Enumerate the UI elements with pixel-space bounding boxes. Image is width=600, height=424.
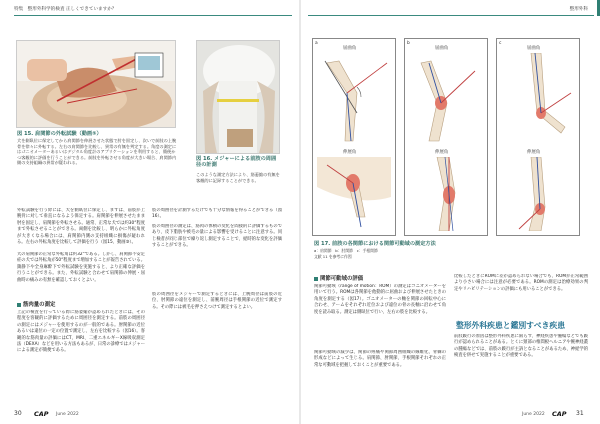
fig15-caption: 犬を側臥位に保定してから肩関節を伸展させた状態で肘を固定し、次いで前肢の上腕骨を徐々に外転する。左右の肩関節を比較し、異常の有無を判定する。角度の測定にはゴニオメーターあるいはデジタル角度計のアプリケーションを利用すると、簡便かつ客観的に評価を行うことができる。前肢を外転させる角度が大きい場合、肩関節内側の支持組織の異常が疑われる。 bbox=[17, 138, 177, 166]
running-header-right: 整形外科 bbox=[569, 7, 588, 12]
left-para-6: 肢の周囲径をメジャーで測定するときには、上腕周径は前肢の近位、肘関節の遠位を測定し、前腕周径は手根関節の近位で測定する。その際には被毛を押さえつけて測定するとよい。 bbox=[152, 292, 282, 310]
right-para-2: 関節可動域の減少は、関節の疼痛や関節周囲組織の線維化、骨棘の形成などによって生じる。肩関節、肘関節、手根関節それぞれの正常な可動域を把握しておくことが重要である。 bbox=[314, 350, 446, 368]
bullet-square-icon bbox=[17, 303, 21, 307]
panel-c-extension-label: 伸展角 bbox=[527, 150, 541, 155]
panel-c-flexion-label: 屈曲角 bbox=[527, 46, 541, 51]
left-para-5: 肢の周囲径の測定は、筋肉の体積の変化を間接的に評価するものであり、皮下脂肪や被毛の量による影響を受けることに注意する。同じ検者が同じ部位で繰り返し測定することで、経時的な変化を評価することができる。 bbox=[152, 224, 282, 249]
shoulder-extension-diagram bbox=[317, 157, 391, 231]
fig16-photo bbox=[196, 40, 280, 154]
section-muscle-mass: 筋肉量の測定 bbox=[17, 300, 55, 308]
header-label: 特集 bbox=[14, 7, 24, 12]
header-title: 整形外科学的検査 正しくできていますか？ bbox=[27, 7, 117, 12]
right-para-1: 関節可動域（range of motion：ROM）の測定はゴニオメーターを用いて行う。ROMは各関節を他動的に屈曲および伸展させたときの角度を測定する（図17）。ゴニオメーターの軸を関節の回転中心に合わせ、アームをそれぞれ近位および遠位の骨の長軸に沿わせて角度を読み取る。測定は側臥位で行い、左右の肢を比較する。 bbox=[314, 284, 446, 315]
carpus-extension-diagram bbox=[501, 157, 575, 231]
shoulder-flexion-diagram bbox=[317, 53, 391, 145]
panel-letter-b: b bbox=[407, 41, 410, 46]
left-para-2: 犬の肩関節の正常な外転角は約32°である。しかし、肩関節不安定症の犬では外転角が50°程度まで増加することが報告されている。鎮静下や全身麻酔下で外転試験を実施すると、より正確な評価を行うことができる。また、外転試験と合わせて肩関節の伸展・屈曲時の痛みの有無を確認しておくとよい。 bbox=[17, 252, 145, 283]
panel-letter-a: a bbox=[315, 41, 318, 46]
elbow-extension-diagram bbox=[409, 157, 483, 231]
right-para-4: 前肢跛行の原因は整形外科疾患に限らず、神経疾患や腫瘍などでも跛行が認められることがある。とくに頸部の椎間板ヘルニアや腕神経叢の腫瘍などでは、前肢の跛行が主訴となることがあるため、神経学的検査を併せて実施することが重要である。 bbox=[454, 334, 588, 359]
fig17-panel-b bbox=[404, 38, 488, 236]
left-para-1: 外転試験を行う際には、犬を側臥位に保定し、まずは、前肢が上腕骨に対して垂直になるよう保定する。肩関節を伸展させたまま肘を固定し、肩関節を外転させる。通常、正常な犬では約30°程度まで外転させることができる。両側を比較し、明らかに外転角度が大きくなる場合には、肩関節内側の支持組織に損傷が疑われる。左右の外転角度を比較して評価を行う（図15、動画⑤）。 bbox=[17, 208, 145, 246]
fig16-title: 図 16. メジャーによる前肢の周囲径の計測 bbox=[196, 156, 277, 169]
left-para-4: 肢の周囲径を計測するだけでも十分な情報を得ることができる（図16）。 bbox=[152, 208, 282, 220]
fig15-title: 図 15. 肩関節の外転試験（動画⑤） bbox=[17, 131, 102, 137]
running-header-left bbox=[14, 6, 116, 12]
carpus-flexion-diagram bbox=[501, 53, 575, 145]
left-date: June 2022 bbox=[56, 412, 79, 417]
fig17-title: 図 17. 前肢の各関節における関節可動域の測定方法 bbox=[314, 241, 436, 247]
panel-a-extension-label: 伸展角 bbox=[343, 150, 357, 155]
panel-b-extension-label: 伸展角 bbox=[435, 150, 449, 155]
right-page-number: 31 bbox=[576, 410, 584, 417]
fig17-panel-c bbox=[496, 38, 580, 236]
panel-a-flexion-label: 屈曲角 bbox=[343, 46, 357, 51]
left-para-3: 上記の検査を行っている際に筋萎縮が認められたときには、その程度を客観的に評価するために周囲径を測定する。前肢の周囲径の測定にはメジャーを使用するのが一般的である。肘関節の近位あるいは遠位の一定の位置で測定し、左右を比較する（図16）。客観的な筋肉量の評価にはCT、MRI、二重エネルギーX線吸収測定法（DEXA）などを用いる方法もあるが、日常の診療ではメジャーによる測定が簡便である。 bbox=[17, 310, 145, 354]
header-rule-left bbox=[14, 15, 292, 16]
right-page bbox=[300, 0, 600, 424]
fig17-legend: a：肩関節 b：肘関節 c：手根関節 bbox=[314, 248, 378, 253]
right-para-3: 比較したときにROMに差が認められない場合でも、ROMが正常範囲より小さい場合には注意が必要である。ROMの測定は治療効果の判定やリハビリテーションの評価にも用いることができる。 bbox=[454, 274, 588, 292]
right-date: June 2022 bbox=[522, 412, 545, 417]
header-rule-right bbox=[308, 15, 594, 16]
right-magazine-logo: CAP bbox=[552, 410, 567, 418]
section-rom: 関節可動域の評価 bbox=[314, 274, 363, 282]
section-differential-heading: 整形外科疾患と鑑別すべき疾患 bbox=[456, 321, 565, 330]
fig15-photo bbox=[16, 40, 176, 128]
panel-b-flexion-label: 屈曲角 bbox=[435, 46, 449, 51]
bullet-square-icon bbox=[314, 277, 318, 281]
fig17-panel-a bbox=[312, 38, 396, 236]
fig17-credit: 文献 11 を参考に作図 bbox=[314, 254, 352, 259]
fig16-caption: このような測定方法により、筋萎縮の有無を客観的に記録することができる。 bbox=[196, 172, 280, 183]
left-magazine-logo: CAP bbox=[34, 410, 49, 418]
panel-letter-c: c bbox=[499, 41, 502, 46]
left-page-number: 30 bbox=[14, 410, 22, 417]
elbow-flexion-diagram bbox=[409, 53, 483, 145]
